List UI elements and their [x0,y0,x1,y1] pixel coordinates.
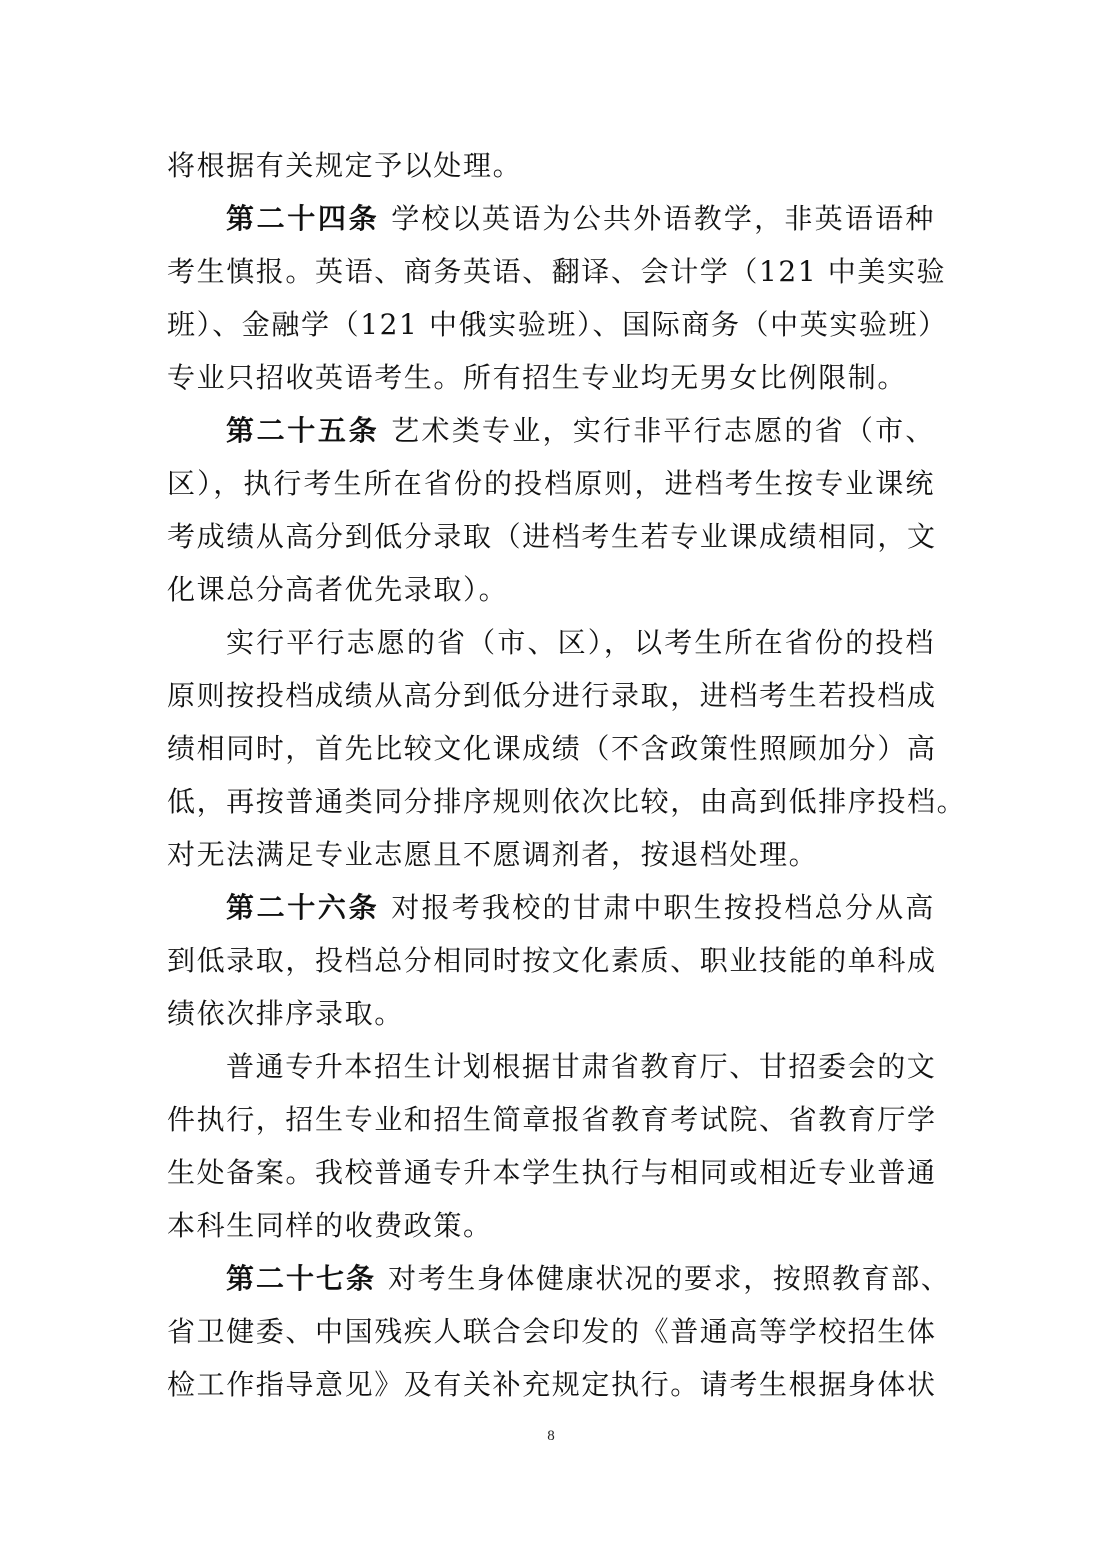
line-text: 检工作指导意见》及有关补充规定执行。请考生根据身体状 [167,1368,937,1401]
line-text: 生处备案。我校普通专升本学生执行与相同或相近专业普通 [167,1156,937,1189]
line-text: 绩相同时，首先比较文化课成绩（不含政策性照顾加分）高 [167,732,937,765]
text-line [167,358,935,398]
line-text: 到低录取，投档总分相同时按文化素质、职业技能的单科成 [167,944,937,977]
paragraph-start-line [226,623,935,663]
article-26-title: 第二十六条 [226,891,380,924]
article-24-title: 第二十四条 [226,202,380,235]
text-line [167,835,935,875]
text-line [167,146,935,186]
line-text: 对报考我校的甘肃中职生按投档总分从高 [391,891,935,924]
line-text: 件执行，招生专业和招生简章报省教育考试院、省教育厅学 [167,1103,937,1136]
line-text: 对无法满足专业志愿且不愿调剂者，按退档处理。 [167,838,819,871]
text-line [167,782,967,822]
text-line [167,464,935,504]
text-line [167,676,935,716]
line-text: 本科生同样的收费政策。 [167,1209,493,1242]
line-text: 考成绩从高分到低分录取（进档考生若专业课成绩相同，文 [167,520,937,553]
article-27-heading-line [226,1259,951,1299]
text-line [167,517,935,557]
text-line [167,1100,935,1140]
text-line [167,941,935,981]
text-line [167,729,935,769]
article-24-heading-line [226,199,935,239]
line-text: 绩依次排序录取。 [167,997,404,1030]
line-text: 将根据有关规定予以处理。 [167,149,523,182]
article-25-heading-line [226,411,935,451]
line-text: 专业只招收英语考生。所有招生专业均无男女比例限制。 [167,361,908,394]
text-line [167,1206,935,1246]
text-line [167,1153,935,1193]
text-line [167,994,935,1034]
article-25-title: 第二十五条 [226,414,380,447]
paragraph-start-line [226,1047,935,1087]
line-text: 省卫健委、中国残疾人联合会印发的《普通高等学校招生体 [167,1315,937,1348]
line-text: 化课总分高者优先录取）。 [167,573,509,606]
line-text: 考生慎报。英语、商务英语、翻译、会计学（121 中美实验 [167,255,947,288]
text-line [167,1365,935,1405]
text-line [167,305,948,345]
line-text: 学校以英语为公共外语教学，非英语语种 [391,202,935,235]
line-text: 区），执行考生所在省份的投档原则，进档考生按专业课统 [167,467,935,500]
line-text: 低，再按普通类同分排序规则依次比较，由高到低排序投档。 [167,785,967,818]
text-line [167,570,935,610]
line-text: 普通专升本招生计划根据甘肃省教育厅、甘招委会的文 [226,1050,937,1083]
line-text: 班）、金融学（121 中俄实验班）、国际商务（中英实验班） [167,308,948,341]
text-line [167,1312,935,1352]
article-26-heading-line [226,888,935,928]
page-number: 8 [547,1428,555,1444]
article-27-title: 第二十七条 [226,1262,377,1295]
line-text: 艺术类专业，实行非平行志愿的省（市、 [391,414,935,447]
line-text: 实行平行志愿的省（市、区），以考生所在省份的投档 [226,626,935,659]
text-line [167,252,947,292]
line-text: 原则按投档成绩从高分到低分进行录取，进档考生若投档成 [167,679,937,712]
line-text: 对考生身体健康状况的要求，按照教育部、 [388,1262,951,1295]
